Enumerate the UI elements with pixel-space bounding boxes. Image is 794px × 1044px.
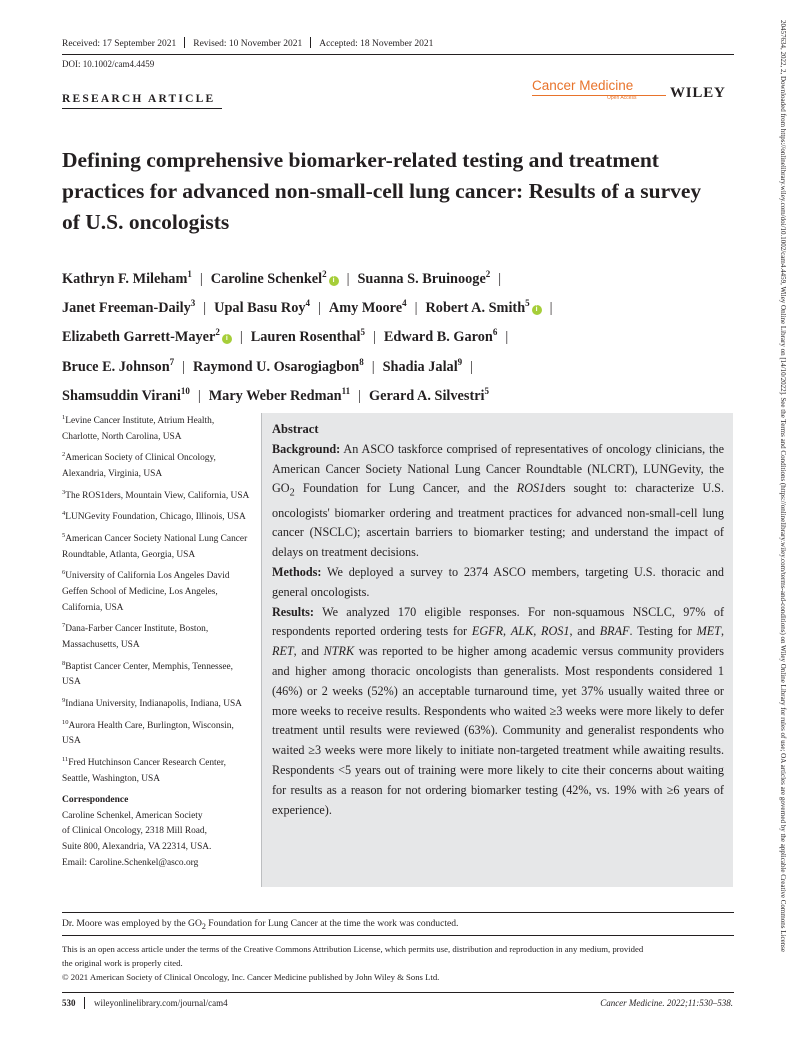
author-name: Amy Moore$^4$: [328, 298, 407, 317]
background-text: An ASCO taskforce comprised of representatives of oncology clinicians, the American Cancer Society National Lung Cancer Roundtable (NLCRT), LUNGevity, the $GO_2$ Foundation for Lung Cancer, and the ROS1ders sought to: characterize U.S. oncologists' biomarker ordering and treatment practices for advanced non-small-cell lung cancer (NSCLC); ascertain barriers to biomarker testing; and understand the impact of delays on treatment decisions.: [272, 441, 725, 560]
download-notice: 20457634, 2022, 2, Downloaded from https://onlinelibrary.wiley.com/doi/10.1002/cam4.4459, Wiley Online Library on [14/10/2022]. See the Terms and Conditions (https://onlinelibrary.wiley.com/terms-and-conditions) on Wiley Online Library for rules of use; OA articles are governed by the applicable Creative Commons License: [779, 20, 787, 953]
author-separator: |: [203, 300, 207, 317]
affiliation-number: 11: [62, 755, 69, 763]
author-separator: |: [505, 329, 509, 346]
license-line: This is an open access article under the terms of the Creative Commons Attribution License, which permits use, distribution and reproduction in any medium, provided: [62, 944, 644, 954]
abstract-heading: Abstract: [272, 422, 319, 436]
author-affiliation-ref: 10: [180, 386, 190, 397]
author-affiliation-ref: 4: [305, 298, 311, 309]
abstract-background: [272, 440, 724, 563]
footer-divider: [84, 997, 85, 1009]
author-name: Raymond U. Osarogiagbon$^8$: [193, 356, 364, 375]
affiliation-item: $^{11}$Fred Hutchinson Cancer Research Center, Seattle, Washington, USA: [62, 755, 226, 784]
header-rule: [62, 54, 734, 55]
license-line: © 2021 American Society of Clinical Oncology, Inc. Cancer Medicine published by John Wiley & Sons Ltd.: [62, 972, 440, 982]
author-affiliation-ref: 9: [457, 356, 463, 367]
author-separator: |: [371, 358, 375, 375]
affiliation-item: $^4$LUNGevity Foundation, Chicago, Illinois, USA: [62, 510, 246, 523]
article-title: Defining comprehensive biomarker-related testing and treatment practices for advanced non-small-cell lung cancer: Results of a survey of U.S. oncologists: [62, 148, 702, 234]
author-affiliation-ref: 3: [190, 298, 196, 309]
correspondence-line: of Clinical Oncology, 2318 Mill Road,: [62, 826, 207, 837]
accepted-date: Accepted: 18 November 2021: [319, 39, 434, 49]
author-name: Janet Freeman-Daily$^3$: [62, 298, 196, 317]
correspondence-line: Suite 800, Alexandria, VA 22314, USA.: [62, 842, 212, 853]
revised-date: Revised: 10 November 2021: [193, 39, 303, 49]
affiliations-column: [62, 410, 252, 871]
affiliation-number: 6: [62, 569, 66, 577]
affiliation-number: 1: [62, 414, 66, 421]
author-affiliation-ref: 2: [322, 269, 327, 279]
author-name: Bruce E. Johnson$^7$: [62, 356, 175, 375]
results-label: Results:: [272, 604, 314, 619]
author-affiliation-ref: 6: [492, 327, 498, 338]
affiliation-item: $^7$Dana-Farber Cancer Institute, Boston, Massachusetts, USA: [62, 622, 209, 650]
journal-logo: Cancer Medicine: [532, 78, 634, 93]
author-name: Mary Weber Redman$^{11}$: [208, 386, 351, 404]
author-affiliation-ref: 1: [187, 269, 192, 279]
author-name: Upal Basu Roy$^4$: [214, 298, 311, 317]
methods-label: Methods:: [272, 565, 322, 580]
author-affiliation-ref: 2: [485, 269, 491, 279]
license-line: the original work is properly cited.: [62, 958, 183, 968]
author-separator: |: [373, 329, 376, 346]
correspondence-details: [62, 809, 252, 871]
author-name: Lauren Rosenthal$^5$: [250, 327, 366, 346]
author-separator: |: [182, 358, 186, 375]
author-separator: |: [358, 387, 361, 404]
methods-text: We deployed a survey to 2374 ASCO members, targeting U.S. thoracic and general oncologists.: [272, 565, 725, 599]
affiliation-item: $^{10}$Aurora Health Care, Burlington, Wisconsin, USA: [62, 718, 234, 747]
author-affiliation-ref: 4: [402, 298, 407, 309]
author-name: Shadia Jalal$^9$: [382, 356, 463, 375]
affiliation-number: 5: [62, 532, 66, 540]
footer-rule: [62, 992, 734, 993]
affiliation-list: [62, 410, 252, 787]
divider: [184, 37, 185, 48]
affiliation-number: 7: [62, 622, 66, 630]
affiliation-item: $^2$American Society of Clinical Oncology, Alexandria, Virginia, USA: [62, 451, 216, 480]
abstract-box: [261, 413, 733, 887]
author-list: [62, 262, 722, 408]
affiliation-number: 4: [62, 510, 66, 518]
background-label: Background:: [272, 441, 341, 456]
orcid-icon[interactable]: i: [222, 334, 232, 344]
affiliation-item: $^1$Levine Cancer Institute, Atrium Health, Charlotte, North Carolina, USA: [62, 414, 215, 442]
author-affiliation-ref: 11: [341, 386, 351, 397]
correspondence-heading: Correspondence: [62, 795, 129, 806]
divider: [310, 37, 311, 48]
author-name: Gerard A. Silvestri$^5$: [368, 386, 490, 404]
open-access-label: Open Access: [607, 95, 637, 101]
journal-citation: Cancer Medicine. 2022;11:530–538.: [600, 998, 733, 1008]
abstract-methods: [272, 563, 724, 603]
orcid-icon[interactable]: i: [329, 276, 339, 286]
author-separator: |: [318, 300, 321, 317]
author-affiliation-ref: 8: [359, 356, 364, 367]
affiliation-item: $^6$University of California Los Angeles David Geffen School of Medicine, Los Angeles, California, USA: [62, 569, 230, 613]
date-line: [62, 37, 433, 49]
author-separator: |: [239, 329, 243, 346]
affiliation-item: $^8$Baptist Cancer Center, Memphis, Tennessee, USA: [62, 659, 234, 688]
license-text: [62, 942, 732, 984]
journal-logo-rule: [532, 95, 666, 96]
footnote-rule: [62, 912, 734, 913]
author-separator: |: [414, 300, 418, 317]
author-separator: |: [197, 387, 201, 404]
author-name: Caroline Schenkel$^2$i: [211, 271, 339, 287]
journal-url[interactable]: wileyonlinelibrary.com/journal/cam4: [94, 998, 228, 1008]
affiliation-item: $^9$Indiana University, Indianapolis, Indiana, USA: [62, 696, 242, 710]
author-name: Robert A. Smith$^5$i: [425, 300, 541, 316]
author-affiliation-ref: 7: [169, 356, 175, 367]
article-type-underline: [62, 108, 222, 109]
affiliation-number: 2: [62, 451, 66, 459]
author-separator: |: [470, 358, 474, 375]
author-name: Elizabeth Garrett-Mayer$^2$i: [62, 329, 232, 345]
orcid-icon[interactable]: i: [532, 305, 542, 315]
doi[interactable]: DOI: 10.1002/cam4.4459: [62, 59, 155, 69]
author-affiliation-ref: 5: [525, 298, 530, 309]
author-separator: |: [346, 270, 350, 287]
license-rule: [62, 935, 734, 936]
article-type: RESEARCH ARTICLE: [62, 93, 216, 105]
author-name: Suanna S. Bruinooge$^2$: [357, 269, 491, 287]
author-affiliation-ref: 5: [360, 327, 366, 338]
affiliation-number: 10: [62, 718, 69, 726]
correspondence-line: Email: Caroline.Schenkel@asco.org: [62, 857, 199, 868]
author-separator: |: [199, 270, 203, 287]
affiliation-number: 3: [62, 488, 66, 496]
received-date: Received: 17 September 2021: [62, 39, 177, 49]
author-affiliation-ref: 2: [215, 327, 220, 338]
correspondence-line: Caroline Schenkel, American Society: [62, 810, 203, 821]
affiliation-item: $^3$The ROS1ders, Mountain View, California, USA: [62, 488, 250, 501]
author-affiliation-ref: 5: [484, 386, 490, 397]
affiliation-item: $^5$American Cancer Society National Lung Cancer Roundtable, Atlanta, Georgia, USA: [62, 532, 248, 560]
author-separator: |: [549, 300, 553, 317]
author-separator: |: [498, 270, 502, 287]
affiliation-number: 8: [62, 659, 66, 667]
affiliation-number: 9: [62, 696, 66, 704]
page-number: 530: [62, 998, 76, 1008]
results-text: We analyzed 170 eligible responses. For non-squamous NSCLC, 97% of respondents reported ordering tests for EGFR, ALK, ROS1, and BRAF. Testing for MET, RET, and NTRK was reported to be higher among academic versus community providers and higher among thoracic oncologists than generalists. Most respondents considered 1 (46%) or 2 weeks (52%) an acceptable turnaround time, yet 37% usually waited three or more weeks to receive results. Respondents who waited ≥3 weeks were more likely to defer treatment until results were reviewed (63%). Community and generalist respondents who waited ≥3 weeks were more likely to initiate non-targeted treatment while awaiting results. Respondents <5 years out of training were more likely to cite their concerns about waiting for results as a reason for not ordering biomarker testing (42%, vs. 19% with ≥6 years of experience).: [272, 604, 724, 817]
author-footnote: Dr. Moore was employed by the $GO_2$ Foundation for Lung Cancer at the time the work was conducted.: [62, 918, 459, 931]
author-name: Shamsuddin Virani$^{10}$: [62, 386, 190, 404]
abstract-results: [272, 603, 724, 821]
publisher-logo: WILEY: [670, 85, 726, 101]
author-name: Kathryn F. Mileham$^1$: [62, 269, 192, 287]
author-name: Edward B. Garon$^6$: [383, 327, 498, 346]
